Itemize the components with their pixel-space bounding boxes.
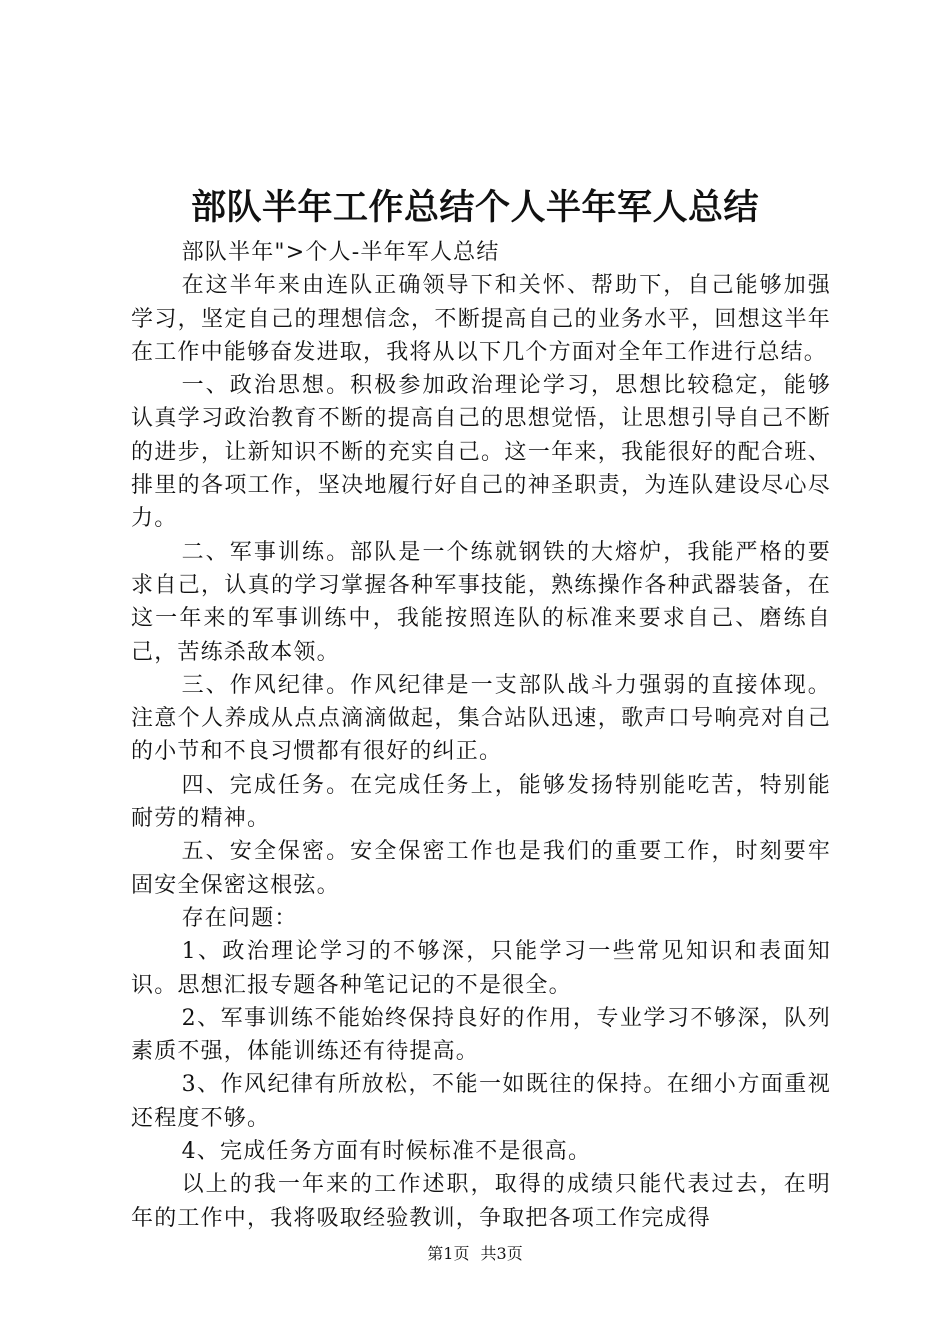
- document-body: [131, 236, 831, 1235]
- security-paragraph: 五、安全保密。安全保密工作也是我们的重要工作，时刻要牢固安全保密这根弦。: [131, 839, 831, 898]
- page-total: 共3页: [480, 1244, 523, 1263]
- discipline-paragraph: 三、作风纪律。作风纪律是一支部队战斗力强弱的直接体现。注意个人养成从点点滴滴做起，集合站队迅速，歌声口号响亮对自己的小节和不良习惯都有很好的纠正。: [131, 672, 831, 765]
- politics-paragraph: 一、政治思想。积极参加政治理论学习，思想比较稳定，能够认真学习政治教育不断的提高自己的思想觉悟，让思想引导自己不断的进步，让新知识不断的充实自己。这一年来，我能很好的配合班、排里的各项工作，坚决地履行好自己的神圣职责，为连队建设尽心尽力。: [131, 373, 831, 532]
- page-number: 第1页: [427, 1244, 470, 1263]
- problems-heading: 存在问题：: [181, 905, 298, 931]
- document-title: 部队半年工作总结个人半年军人总结: [190, 187, 759, 228]
- problem-item-3: 3、作风纪律有所放松，不能一如既往的保持。在细小方面重视还程度不够。: [131, 1072, 831, 1131]
- intro-paragraph: 在这半年来由连队正确领导下和关怀、帮助下，自己能够加强学习，坚定自己的理想信念，不断提高自己的业务水平，回想这半年在工作中能够奋发进取，我将从以下几个方面对全年工作进行总结。: [131, 273, 831, 365]
- page-footer: [0, 1243, 950, 1265]
- problem-item-1: 1、政治理论学习的不够深，只能学习一些常见知识和表面知识。思想汇报专题各种笔记记的不是很全。: [131, 939, 831, 998]
- problem-item-4: 4、完成任务方面有时候标准不是很高。: [181, 1139, 592, 1165]
- tasks-paragraph: 四、完成任务。在完成任务上，能够发扬特别能吃苦，特别能耐劳的精神。: [131, 772, 831, 832]
- closing-paragraph: 以上的我一年来的工作述职，取得的成绩只能代表过去，在明年的工作中，我将吸取经验教训，争取把各项工作完成得: [131, 1172, 831, 1231]
- subtitle-line: 部队半年">个人-半年军人总结: [181, 240, 500, 265]
- problem-item-2: 2、军事训练不能始终保持良好的作用，专业学习不够深，队列素质不强，体能训练还有待提高。: [131, 1005, 831, 1065]
- military-training-paragraph: 二、军事训练。部队是一个练就钢铁的大熔炉，我能严格的要求自己，认真的学习掌握各种军事技能，熟练操作各种武器装备，在这一年来的军事训练中，我能按照连队的标准来要求自己、磨练自己，苦练杀敌本领。: [131, 539, 831, 665]
